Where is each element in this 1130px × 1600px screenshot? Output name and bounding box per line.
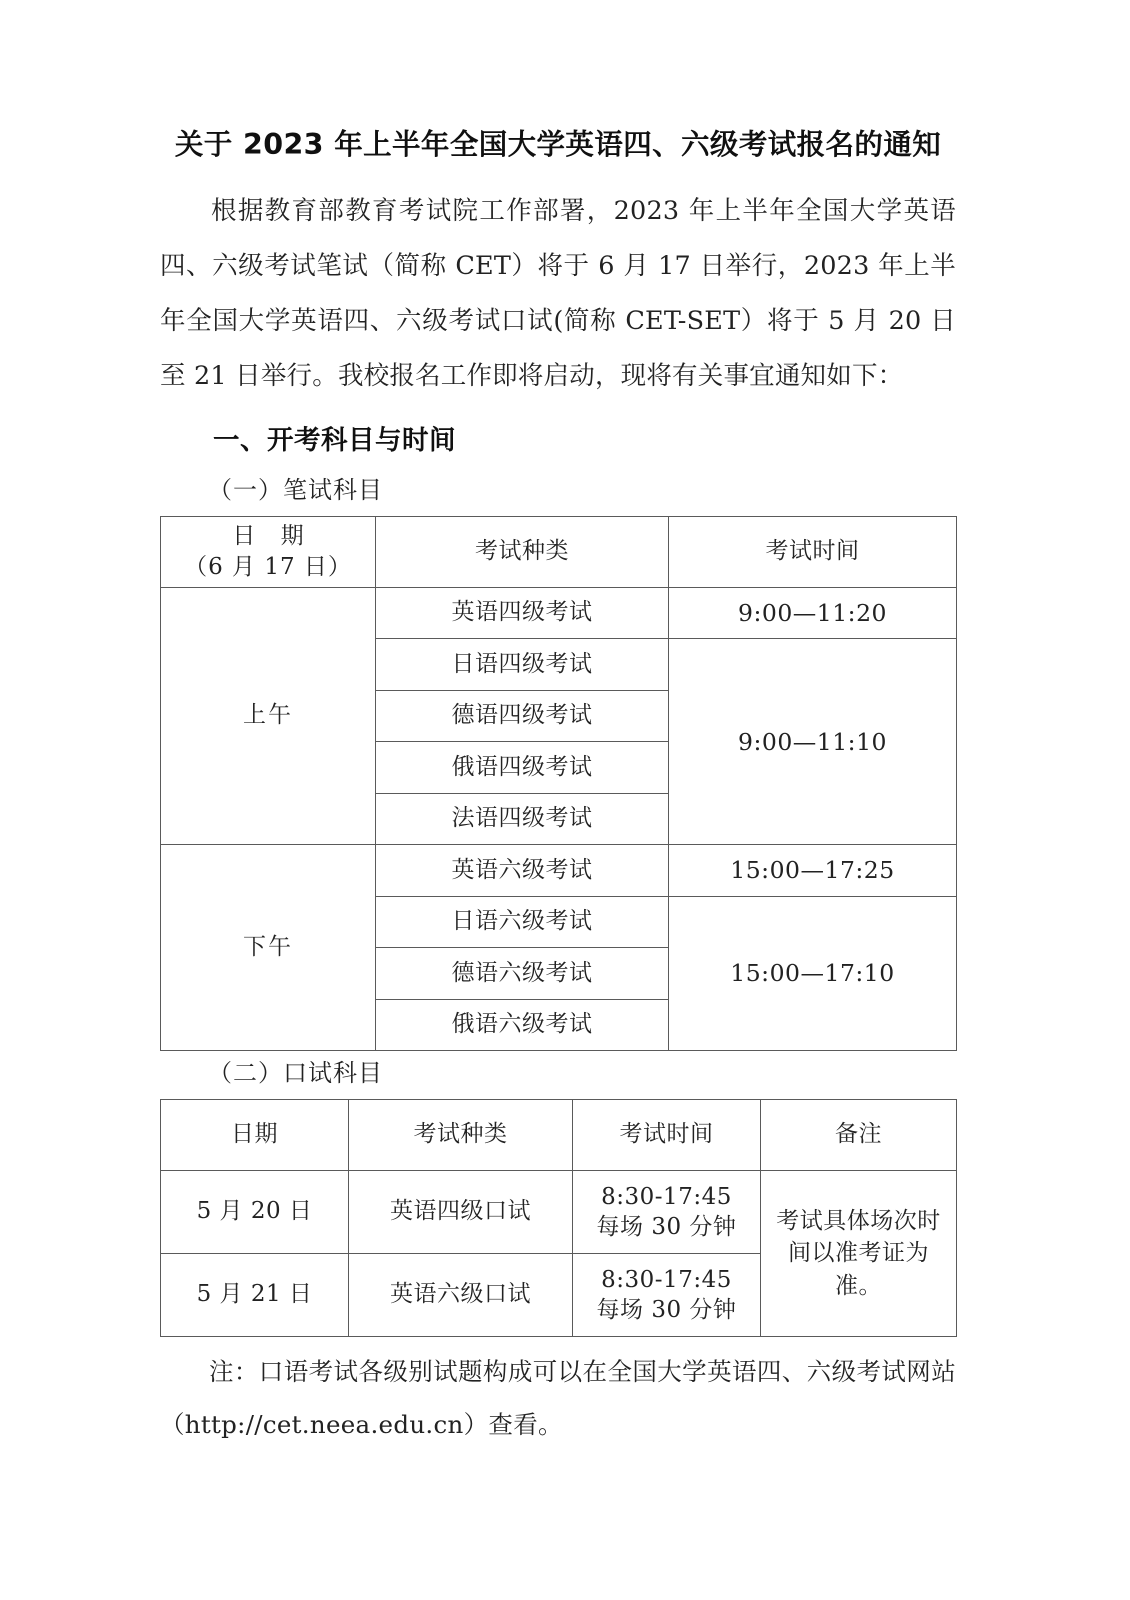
cell-exam-type: 英语六级口试: [349, 1254, 573, 1337]
cell-subject: 俄语四级考试: [376, 742, 669, 794]
cell-exam-time-line1: 8:30-17:45: [601, 1266, 732, 1293]
header-cell-exam-type: 考试种类: [349, 1100, 573, 1171]
cell-subject: 英语六级考试: [376, 845, 669, 897]
cell-exam-time: [573, 1254, 761, 1337]
written-exam-table: [160, 516, 957, 1052]
table-row: [161, 845, 957, 897]
cell-exam-time: [573, 1171, 761, 1254]
table-header-row: [161, 1100, 957, 1171]
table-row: [161, 587, 957, 639]
cell-daypart-afternoon: 下午: [161, 845, 376, 1051]
header-date-line2: （6 月 17 日）: [184, 553, 352, 580]
cell-time: 9:00—11:10: [669, 639, 957, 845]
cell-subject: 法语四级考试: [376, 793, 669, 845]
cell-subject: 日语六级考试: [376, 896, 669, 948]
header-cell-exam-time: 考试时间: [669, 516, 957, 587]
cell-subject: 德语四级考试: [376, 690, 669, 742]
cell-time: 15:00—17:25: [669, 845, 957, 897]
cell-exam-time-line1: 8:30-17:45: [601, 1183, 732, 1210]
header-cell-exam-time: 考试时间: [573, 1100, 761, 1171]
table-header-row: [161, 516, 957, 587]
cell-subject: 日语四级考试: [376, 639, 669, 691]
cell-remark: 考试具体场次时间以准考证为准。: [761, 1171, 957, 1337]
header-cell-exam-type: 考试种类: [376, 516, 669, 587]
cell-exam-time-line2: 每场 30 分钟: [596, 1297, 737, 1324]
document-content: [160, 126, 956, 1451]
header-cell-date: [161, 516, 376, 587]
footnote-text: 注：口语考试各级别试题构成可以在全国大学英语四、六级考试网站（http://cet.neea.edu.cn）查看。: [160, 1357, 956, 1440]
oral-exam-table: [160, 1099, 957, 1337]
table-row: [161, 1171, 957, 1254]
subsection-caption-oral-exam: （二）口试科目: [208, 1059, 383, 1088]
cell-subject: 俄语六级考试: [376, 999, 669, 1051]
cell-subject: 德语六级考试: [376, 948, 669, 1000]
cell-subject: 英语四级考试: [376, 587, 669, 639]
cell-exam-type: 英语四级口试: [349, 1171, 573, 1254]
header-date-line1: 日 期: [232, 522, 313, 549]
header-cell-remark: 备注: [761, 1100, 957, 1171]
intro-paragraph: 根据教育部教育考试院工作部署，2023 年上半年全国大学英语四、六级考试笔试（简称 CET）将于 6 月 17 日举行，2023 年上半年全国大学英语四、六级考试口试(简称 CET-SET）将于 5 月 20 日至 21 日举行。我校报名工作即将启动，现将有关事宜通知如下：: [160, 196, 956, 392]
cell-date: 5 月 20 日: [161, 1171, 349, 1254]
header-cell-date: 日期: [161, 1100, 349, 1171]
cell-time: 9:00—11:20: [669, 587, 957, 639]
cell-daypart-morning: 上午: [161, 587, 376, 845]
cell-date: 5 月 21 日: [161, 1254, 349, 1337]
subsection-caption-written-exam: （一）笔试科目: [208, 475, 383, 504]
page-title: 关于 2023 年上半年全国大学英语四、六级考试报名的通知: [174, 128, 942, 161]
cell-time: 15:00—17:10: [669, 896, 957, 1051]
section-heading-exam-subjects-and-time: 一、开考科目与时间: [213, 425, 456, 457]
cell-exam-time-line2: 每场 30 分钟: [596, 1214, 737, 1241]
